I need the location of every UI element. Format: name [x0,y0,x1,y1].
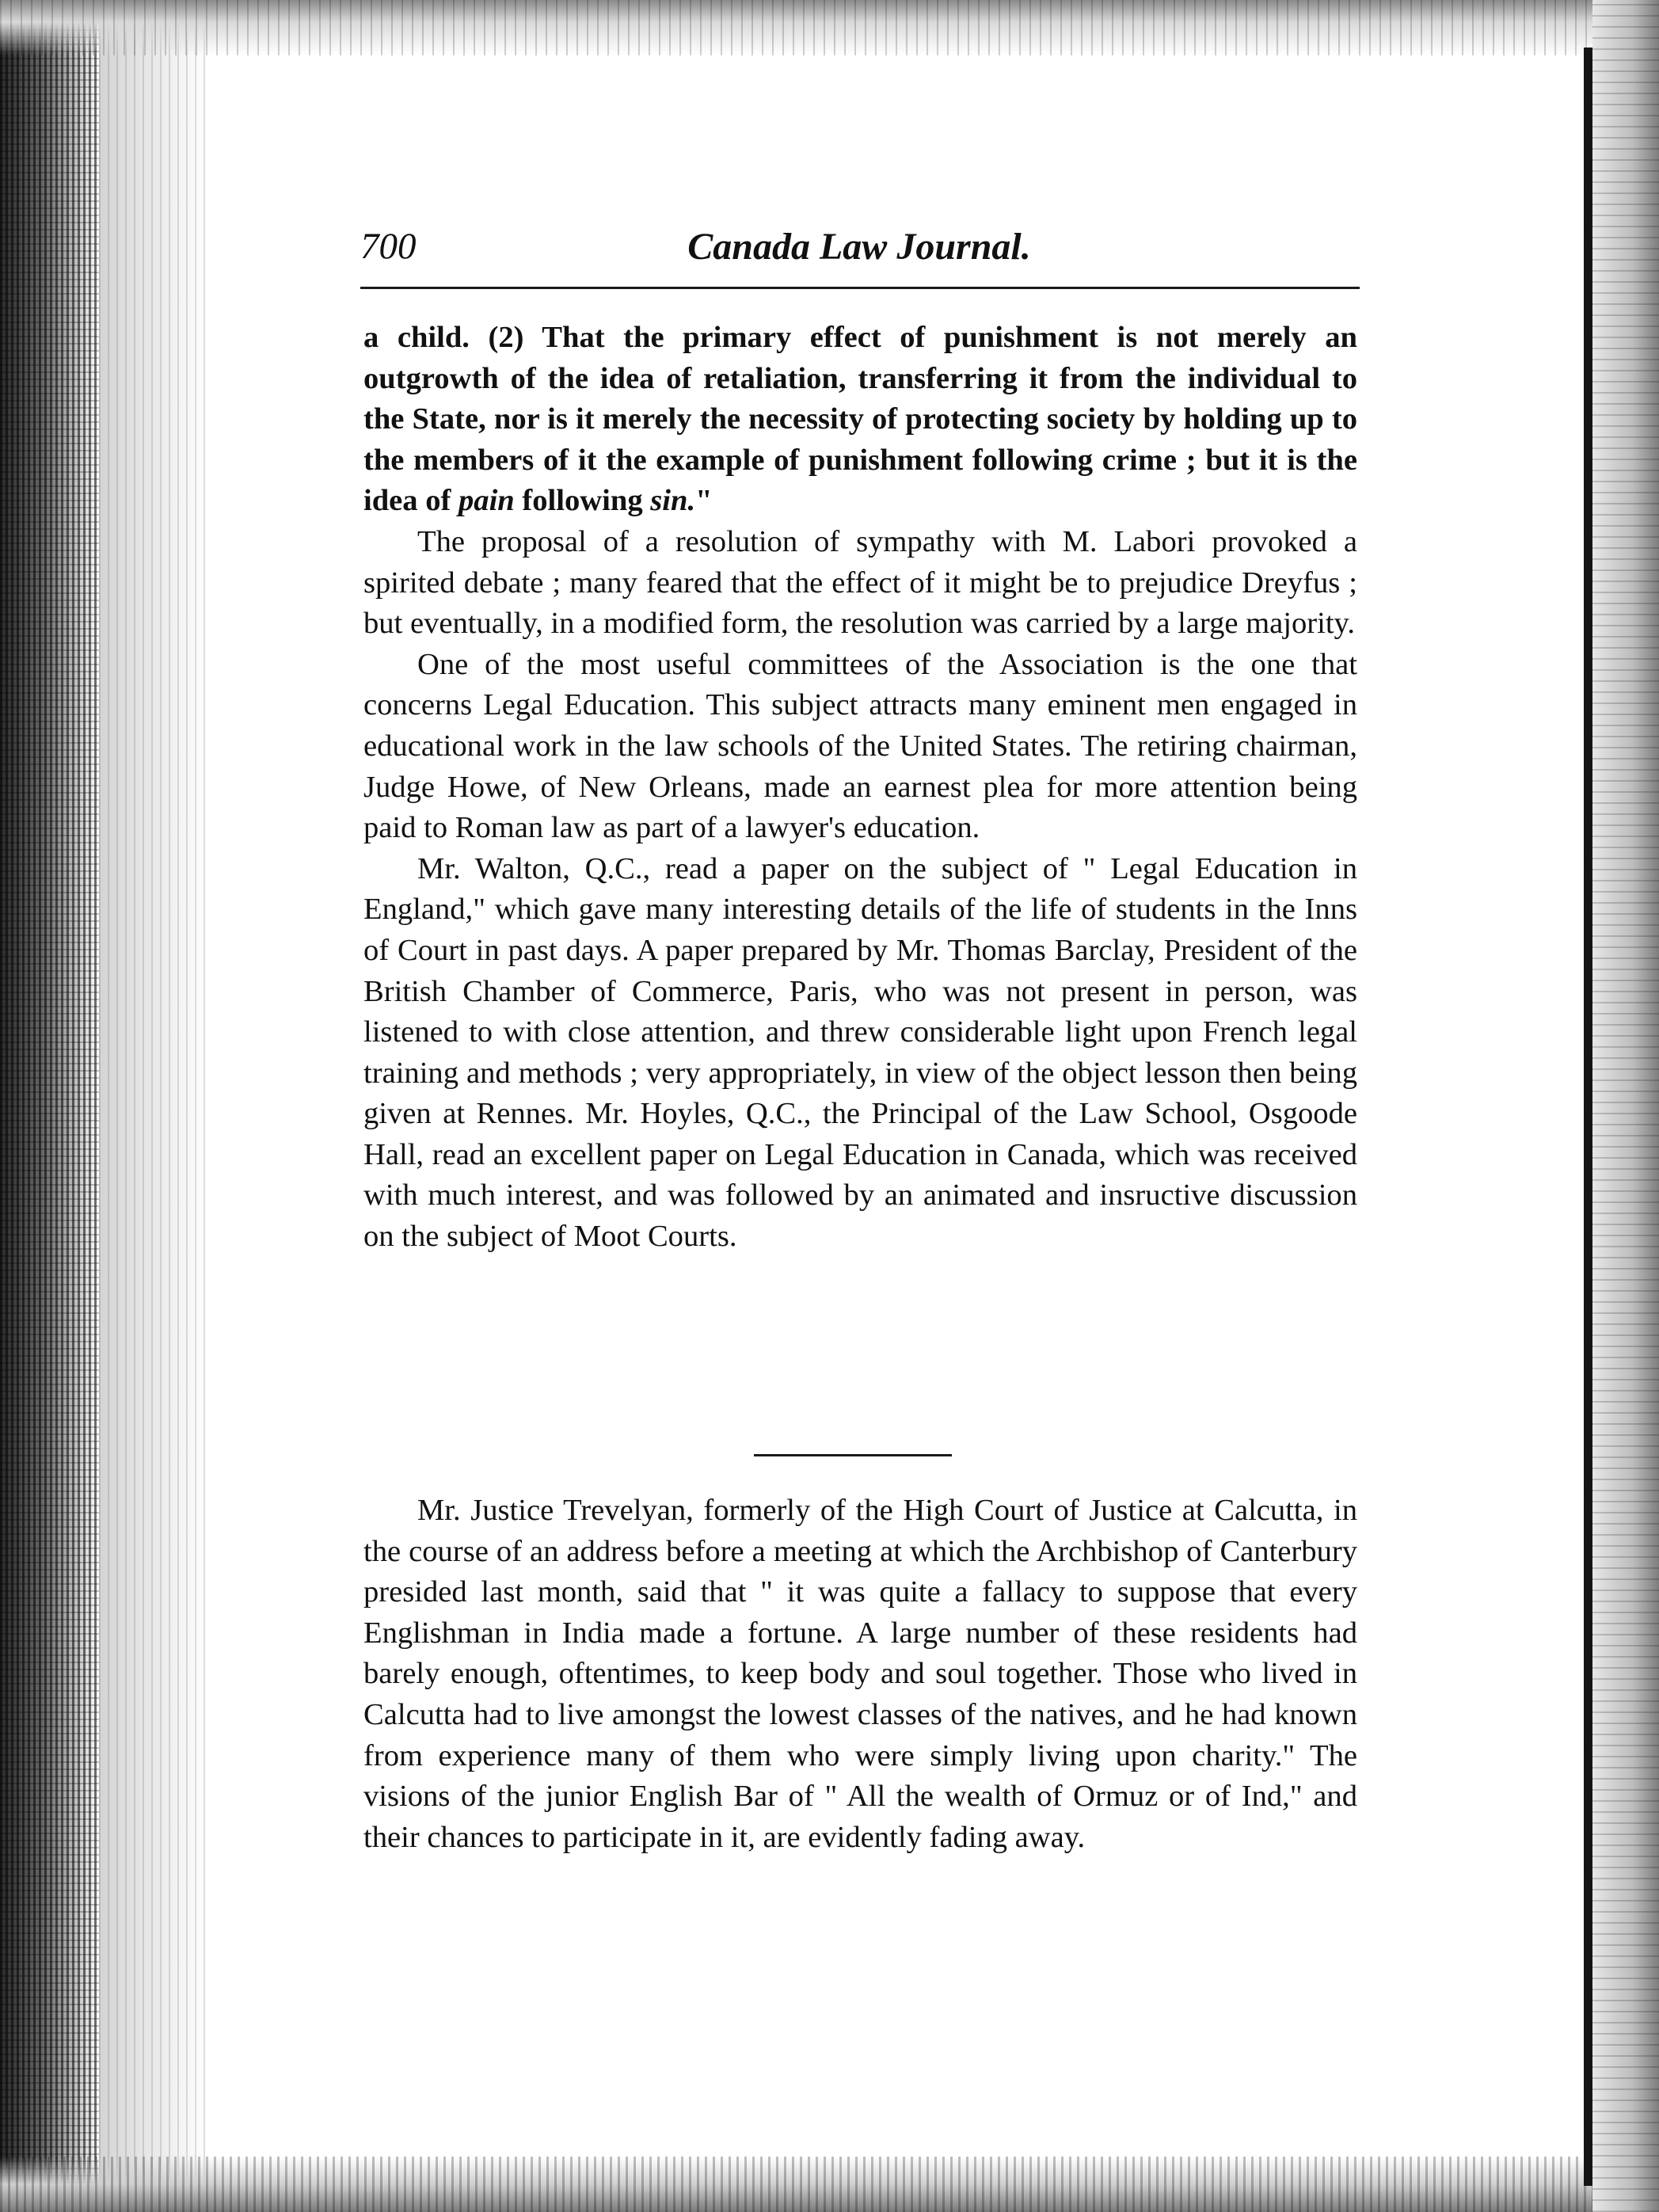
running-head [360,225,1358,282]
journal-title: Canada Law Journal. [687,226,1031,268]
scan-margin-right [1592,0,1659,2212]
header-rule [360,287,1360,289]
scan-edge-right [1584,48,1592,2186]
paragraph-text: a child. (2) That the primary effect of punishment is not merely an outgrowth of the idea of retaliation, transferring it from the individual to the State, nor is it merely the necessity of protecting society by holding up to the members of it the example of punishment following crime ; but it is the idea of [363,321,1357,518]
section-divider [754,1454,952,1456]
paragraph-labori: The proposal of a resolution of sympathy with M. Labori provoked a spirited debate ; many feared that the effect of it might be to prejudice Dreyfus ; but eventually, in a modified form, the resolution was carried by a large majority. [363,524,1357,641]
emphasis-sin: sin. [650,484,696,518]
scan-shadow-left [99,0,210,2212]
closing-quote: " [695,484,713,518]
paragraph-text: following [514,484,651,518]
article-body [363,318,1357,1258]
emphasis-pain: pain [459,484,515,518]
paragraph-trevelyan: Mr. Justice Trevelyan, formerly of the High Court of Justice at Calcutta, in the course of an address before a meeting at which the Archbishop of Canterbury presided last month, said that " it was quite a fallacy to suppose that every Englishman in India made a fortune. A large number of these residents had barely enough, oftentimes, to keep body and soul together. Those who lived in Calcutta had to live amongst the lowest classes of the natives, and he had known from experience many of them who were simply living upon charity." The visions of the junior English Bar of " All the wealth of Ormuz or of Ind," and their chances to participate in it, are evidently fading away. [363,1494,1357,1854]
scan-gutter-left [0,0,99,2212]
paragraph-continued [363,318,1357,522]
scan-noise-bottom [0,2157,1659,2212]
note-body [363,1491,1357,1858]
scan-noise-top [0,0,1659,55]
paragraph-walton: Mr. Walton, Q.C., read a paper on the subject of " Legal Education in England," which gave many interesting details of the life of students in the Inns of Court in past days. A paper prepared by Mr. Thomas Barclay, President of the British Chamber of Commerce, Paris, who was not present in person, was listened to with close attention, and threw considerable light upon French legal training and methods ; very appropriately, in view of the object lesson then being given at Rennes. Mr. Hoyles, Q.C., the Principal of the Law School, Osgoode Hall, read an excellent paper on Legal Education in Canada, which was received with much interest, and was followed by an animated and insructive discussion on the subject of Moot Courts. [363,851,1357,1254]
page-number: 700 [360,226,417,267]
paragraph-legal-education: One of the most useful committees of the Association is the one that concerns Legal Education. This subject attracts many eminent men engaged in educational work in the law schools of the United States. The retiring chairman, Judge Howe, of New Orleans, made an earnest plea for more attention being paid to Roman law as part of a lawyer's education. [363,647,1357,845]
